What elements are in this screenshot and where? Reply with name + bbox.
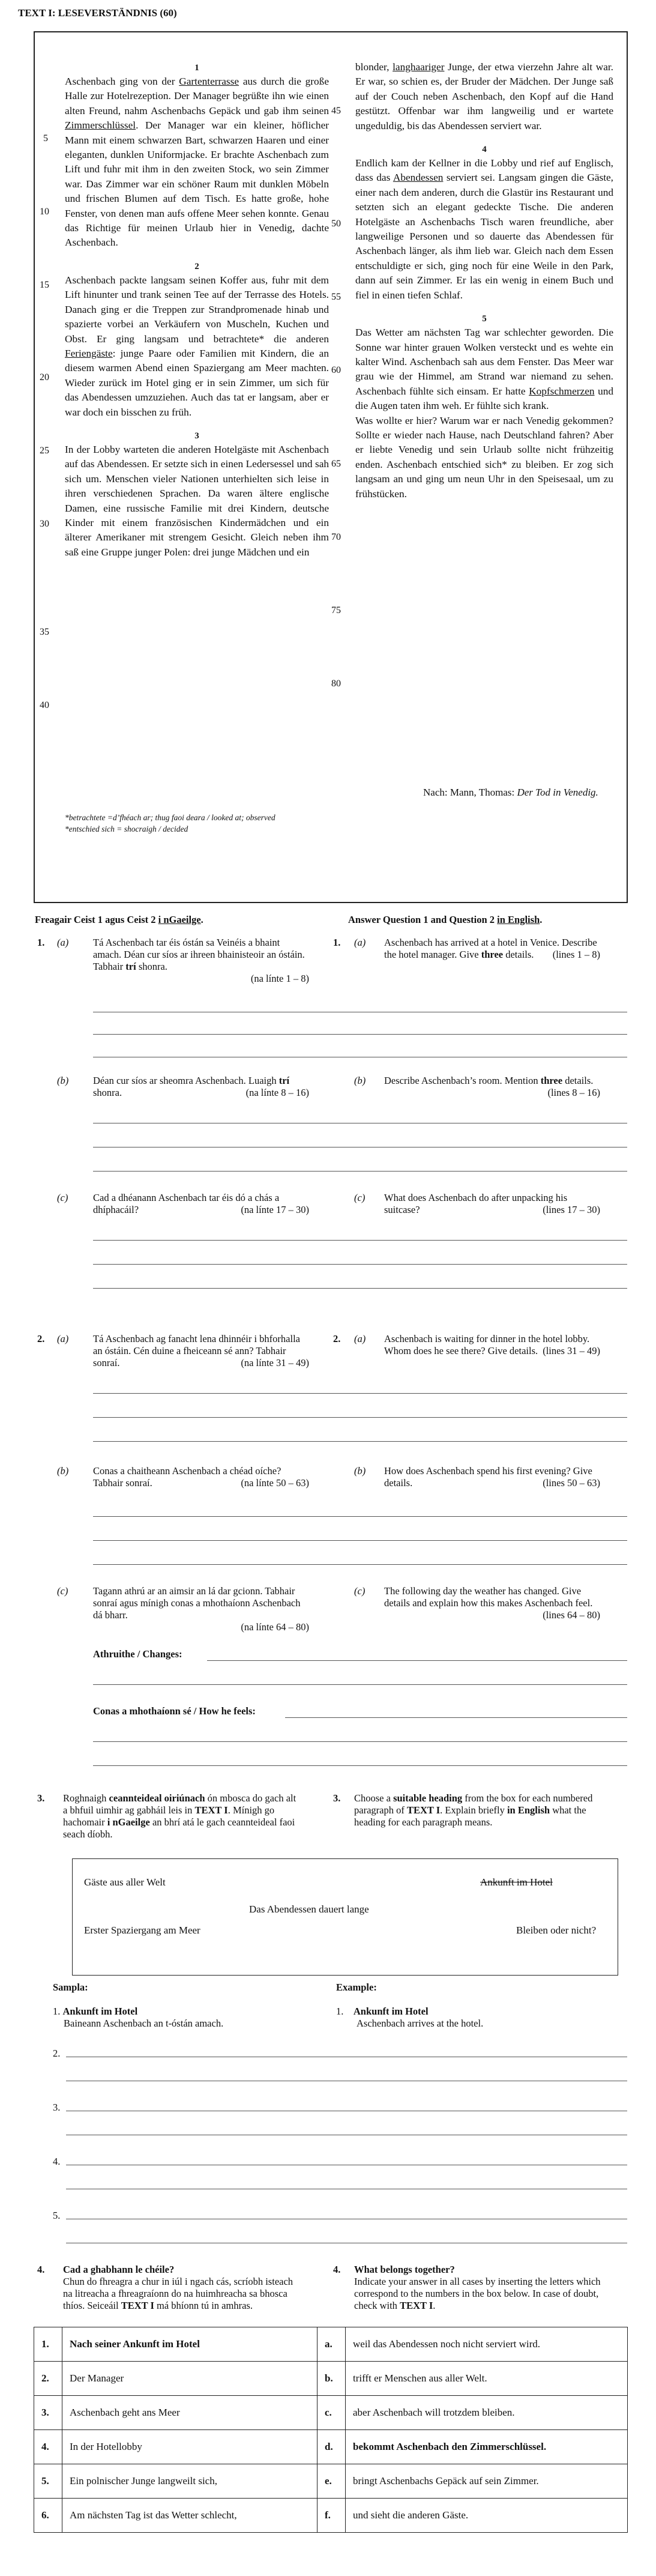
footnotes: *betrachtete =d’fhéach ar; thug faoi deara / looked at; observed *entschied sich = shocraigh / decided (65, 813, 275, 833)
line-number: 20 (40, 372, 49, 382)
q4-number: 4. (37, 2264, 45, 2275)
paragraph-2: Aschenbach packte langsam seinen Koffer aus, fuhr mit dem Lift hinunter und trank seinen Tee auf der Terrasse des Hotels. Danach ging er die Treppen zur Strandpromenade hinab und spazierte vorbei an Verkäufern von Muscheln, Kuchen und Obst. Er ging langsam und betrachtete* die anderen Feriengäste: junge Paare oder Familien mit Kindern, die an diesem warmen Abend einen Spaziergang am Meer machten. Wieder zurück im Hotel ging er in sein Zimmer, um sich für das Abendessen umzuziehen. Auch das tat er langsam, aber er war doch ein bisschen zu früh. (65, 274, 329, 418)
q2c-irish: Tagann athrú ar an aimsir an lá dar gcionn. Tabhair sonraí agus mínigh conas a mhothaíonn Aschenbach dá bharr. (na línte 64 – 80) (93, 1585, 309, 1633)
table-row: 1. Nach seiner Ankunft im Hotel a. weil das Abendessen noch nicht serviert wird. (34, 2327, 628, 2362)
q2b-label-en: (b) (354, 1465, 366, 1477)
answer-line[interactable] (93, 1264, 627, 1265)
q3-english: Choose a suitable heading from the box for each numbered paragraph of TEXT I. Explain briefly in English what the heading for each paragraph means. (354, 1792, 593, 1828)
q2b-irish: Conas a chaitheann Aschenbach a chéad oíche? Tabhair sonraí. (na línte 50 – 63) (93, 1465, 309, 1489)
paragraph-number: 3 (194, 431, 199, 441)
q1a-label: (a) (57, 937, 69, 948)
q2c-label-en: (c) (354, 1585, 366, 1597)
paragraph-3: In der Lobby warteten die anderen Hotelgäste mit Aschenbach auf das Abendessen. Er setzte sich in einen Ledersessel und sah sich um. Menschen vieler Nationen unterhielten sich leise in ihren verschiedenen Sprachen. Da waren ältere englische Damen, eine russische Familie mit drei Kindern, deutsche Kinder mit einem französischen Kindermädchen und ein älterer Amerikaner mit strengem Gesicht. Gleich neben ihm saß eine Gruppe junger Polen: drei junge Mädchen und ein (65, 443, 329, 558)
line-number: 80 (331, 679, 341, 689)
line-number: 70 (331, 532, 341, 542)
line-number: 55 (331, 292, 341, 302)
sample-item: 1. Ankunft im Hotel Baineann Aschenbach an t-óstán amach. (53, 2006, 224, 2029)
answer-line[interactable] (93, 1765, 627, 1766)
paragraph-4: Endlich kam der Kellner in die Lobby und rief auf Englisch, dass das Abendessen serviert sei. Langsam gingen die Gäste, einer nach dem anderen, durch die Glastür ins Restaurant und setzten sich an elegant gedeckte Tische. Die anderen Hotelgäste an Aschenbachs Tisch waren freundliche, aber langweilige Personen und so dauerte das Abendessen für Aschenbach länger, als ihm lieb war. Gleich nach dem Essen entschuldigte er sich, ging noch für eine Weile in den Park, dann auf sein Zimmer. Er las ein wenig in einem Buch und fiel in einen tiefen Schlaf. (355, 157, 614, 301)
instruction-english: Answer Question 1 and Question 2 in English. (348, 914, 543, 925)
paragraph-5: Das Wetter am nächsten Tag war schlechter geworden. Die Sonne war hinter grauen Wolken versteckt und es wehte ein kalter Wind. Aschenbach sah aus dem Fenster. Das Meer war grau wie der Himmel, am Strand war niemand zu sehen. Aschenbach fühlte sich einsam. Er hatte Kopfschmerzen und die Augen taten ihm weh. Er fühlte sich krank. (355, 327, 613, 412)
answer-number: 2. (53, 2048, 61, 2059)
line-number: 5 (43, 133, 48, 144)
line-number: 60 (331, 365, 341, 375)
paragraph-number: 2 (194, 261, 199, 271)
sample-label: Sampla: (53, 1982, 88, 1993)
answer-number: 5. (53, 2210, 61, 2221)
paragraph-1: Aschenbach ging von der Gartenterrasse aus durch die große Halle zur Hotelrezeption. Der Manager begrüßte ihn wie einen alten Freund, nahm Aschenbachs Gepäck und gab ihm seinen Zimmerschlüssel. Der Manager war ein kleiner, höflicher Mann mit einem schwarzen Bart, schwarzen Haaren und einer eleganten, dunklen Uniformjacke. Er brachte Aschenbach zum Lift und fuhr mit ihm in den zweiten Stock, wo sein Zimmer war. Das Zimmer war ein schöner Raum mit dunklen Möbeln und frischen Blumen auf dem Tisch. Es hatte große, hohe Fenster, von denen man aufs offene Meer sehen konnte. Genau das Richtige für meinen Urlaub hier in Venedig, dachte Aschenbach. (65, 76, 329, 249)
q1b-irish: Déan cur síos ar sheomra Aschenbach. Luaigh trí shonra. (na línte 8 – 16) (93, 1075, 309, 1098)
line-number: 75 (331, 605, 341, 615)
example-label: Example: (336, 1982, 377, 1993)
paragraph-number: 1 (194, 63, 199, 73)
answer-number: 4. (53, 2156, 61, 2167)
paragraph-number: 5 (482, 314, 487, 324)
q1a-irish: Tá Aschenbach tar éis óstán sa Veinéis a bhaint amach. Déan cur síos ar ihreen bhainisteoir an óstáin. Tabhair trí shonra. (na línte 1 – 8) (93, 937, 309, 984)
heading-option: Das Abendessen dauert lange (249, 1903, 369, 1915)
answer-number: 3. (53, 2102, 61, 2113)
q1c-label: (c) (57, 1192, 68, 1203)
text-column-right (355, 60, 613, 501)
table-row: 2. Der Manager b. trifft er Menschen aus aller Welt. (34, 2362, 628, 2396)
answer-line[interactable] (93, 1564, 627, 1565)
q1a-english: Aschenbach has arrived at a hotel in Venice. Describe the hotel manager. Give three details. (lines 1 – 8) (384, 937, 600, 960)
section-title: TEXT I: LESEVERSTÄNDNIS (60) (18, 7, 177, 19)
q3-irish: Roghnaigh ceannteideal oiriúnach ón mbosca do gach alt a bhfuil uimhir ag gabháil leis in TEXT I. Mínigh go hachomair i nGaeilge an bhrí atá le gach ceannteideal faoi seach díobh. (63, 1792, 296, 1840)
q1c-label-en: (c) (354, 1192, 366, 1203)
answer-line[interactable] (93, 1684, 627, 1685)
line-number: 65 (331, 459, 341, 469)
matching-table (34, 2327, 628, 2533)
q2-number: 2. (37, 1333, 45, 1344)
q3-number-en: 3. (333, 1792, 341, 1804)
q2c-english: The following day the weather has changed. Give details and explain how this makes Aschenbach feel. (lines 64 – 80) (384, 1585, 600, 1621)
heading-option: Erster Spaziergang am Meer (84, 1924, 200, 1936)
q1c-english: What does Aschenbach do after unpacking his suitcase? (lines 17 – 30) (384, 1192, 600, 1215)
heading-option: Gäste aus aller Welt (84, 1876, 166, 1888)
text-column-left (65, 60, 329, 560)
line-number: 40 (40, 700, 49, 710)
q1-number-en: 1. (333, 937, 341, 948)
q2b-english: How does Aschenbach spend his first evening? Give details. (lines 50 – 63) (384, 1465, 600, 1489)
answer-line[interactable] (285, 1717, 627, 1718)
answer-line[interactable] (93, 1516, 627, 1517)
line-number: 45 (331, 106, 341, 116)
line-number: 30 (40, 519, 49, 529)
answer-line[interactable] (93, 1171, 627, 1172)
q2a-irish: Tá Aschenbach ag fanacht lena dhinnéir i bhforhalla an óstáin. Cén duine a fheiceann sé ann? Tabhair sonraí. (na línte 31 – 49) (93, 1333, 309, 1368)
answer-line[interactable] (93, 1441, 627, 1442)
answer-line[interactable] (93, 1240, 627, 1241)
q4-number-en: 4. (333, 2264, 341, 2275)
q2a-label: (a) (57, 1333, 69, 1344)
line-number: 25 (40, 446, 49, 456)
example-item: 1. Ankunft im Hotel Aschenbach arrives at the hotel. (336, 2006, 484, 2029)
line-number: 50 (331, 219, 341, 229)
answer-line[interactable] (93, 1034, 627, 1035)
paragraph-3-continued: blonder, langhaariger Junge, der etwa vierzehn Jahre alt war. Er war, so schien es, der Bruder der Mädchen. Der Junge saß auf der Couch neben Aschenbach, den Kopf auf die Hand gestützt. Offenbar war ihm langweilig und er wartete ungeduldig, bis das Abendessen serviert war. (355, 61, 613, 132)
answer-line[interactable] (207, 1660, 627, 1661)
q2a-english: Aschenbach is waiting for dinner in the hotel lobby. Whom does he see there? Give details. (lines 31 – 49) (384, 1333, 600, 1356)
answer-line[interactable] (93, 1741, 627, 1742)
q1b-label: (b) (57, 1075, 69, 1086)
q3-number: 3. (37, 1792, 45, 1804)
table-row: 5. Ein polnischer Junge langweilt sich, e. bringt Aschenbachs Gepäck auf sein Zimmer. (34, 2464, 628, 2499)
source-citation: Nach: Mann, Thomas: Der Tod in Venedig. (423, 787, 598, 798)
q2b-label: (b) (57, 1465, 69, 1477)
heading-option: Bleiben oder nicht? (516, 1924, 597, 1936)
q1c-irish: Cad a dhéanann Aschenbach tar éis dó a chás a dhíphacáil? (na línte 17 – 30) (93, 1192, 309, 1215)
paragraph-5b: Was wollte er hier? Warum war er nach Venedig gekommen? Sollte er wieder nach Hause, nach Deutschland fahren? Aber er liebte Venedig und sein Urlaub sollte nicht frühzeitig enden. Aschenbach entschied sich* zu bleiben. Er zog sich langsam an und ging um neun Uhr in den Speisesaal, um zu frühstücken. (355, 414, 613, 500)
table-row: 6. Am nächsten Tag ist das Wetter schlecht, f. und sieht die anderen Gäste. (34, 2499, 628, 2533)
answer-line[interactable] (93, 1393, 627, 1394)
table-row: 4. In der Hotellobby d. bekommt Aschenbach den Zimmerschlüssel. (34, 2430, 628, 2464)
q1-number: 1. (37, 937, 45, 948)
q2-number-en: 2. (333, 1333, 341, 1344)
q1b-english: Describe Aschenbach’s room. Mention three details. (lines 8 – 16) (384, 1075, 600, 1098)
answer-line[interactable] (93, 1540, 627, 1541)
q4-english: What belongs together? Indicate your answer in all cases by inserting the letters which correspond to the numbers in the box below. In case of doubt, check with TEXT I. (354, 2264, 601, 2311)
answer-line[interactable] (93, 1417, 627, 1418)
instruction-irish: Freagair Ceist 1 agus Ceist 2 i nGaeilge. (35, 914, 203, 925)
q1a-label-en: (a) (354, 937, 366, 948)
q2c-label: (c) (57, 1585, 68, 1597)
line-number: 35 (40, 627, 49, 637)
q1b-label-en: (b) (354, 1075, 366, 1086)
paragraph-number: 4 (482, 145, 487, 155)
q2a-label-en: (a) (354, 1333, 366, 1344)
heading-option-used: Ankunft im Hotel (480, 1876, 553, 1888)
answer-line[interactable] (93, 1288, 627, 1289)
q4-irish: Cad a ghabhann le chéile? Chun do fhreagra a chur in iúl i ngach cás, scríobh isteach na litreacha a fhreagraíonn do na huimhreacha sa bhosca thíos. Seiceáil TEXT I má bhíonn tú in amhras. (63, 2264, 293, 2311)
line-number: 10 (40, 207, 49, 217)
table-row: 3. Aschenbach geht ans Meer c. aber Aschenbach will trotzdem bleiben. (34, 2396, 628, 2430)
line-number: 15 (40, 280, 49, 290)
feels-label: Conas a mhothaíonn sé / How he feels: (93, 1705, 256, 1717)
changes-label: Athruithe / Changes: (93, 1648, 182, 1660)
